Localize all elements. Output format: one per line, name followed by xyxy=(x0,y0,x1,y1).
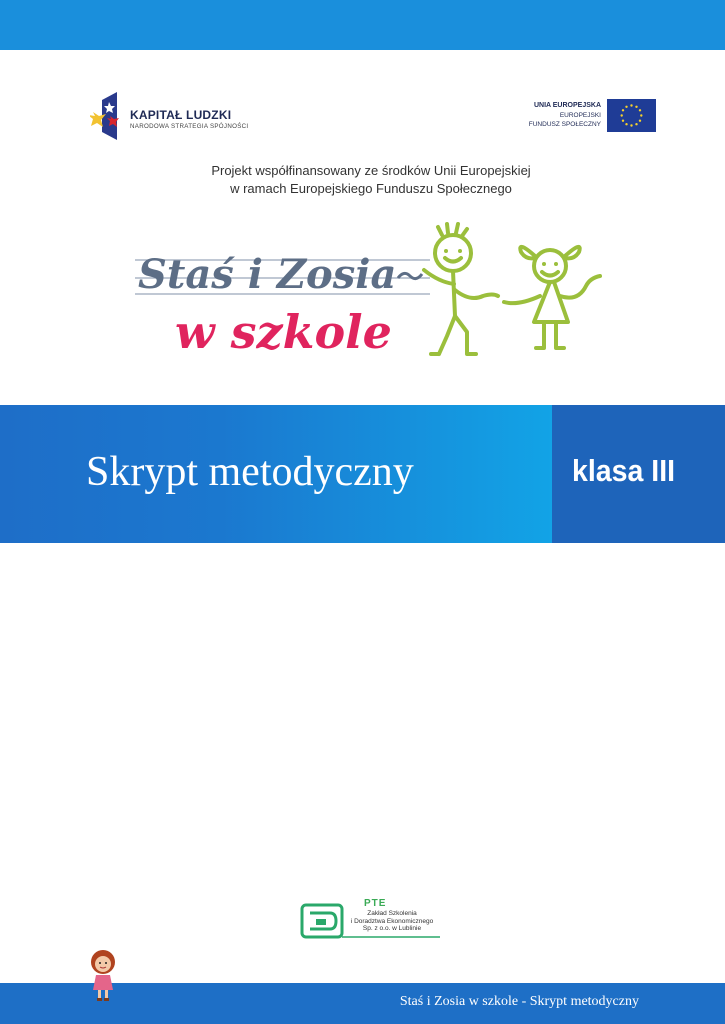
class-label: klasa III xyxy=(572,453,676,488)
girl-eyes xyxy=(542,262,558,266)
pte-line-1: Zakład Szkolenia xyxy=(367,910,417,917)
kapital-ludzki-subtitle: NARODOWA STRATEGIA SPÓJNOŚCI xyxy=(130,123,249,130)
pte-line-2: i Doradztwa Ekonomicznego xyxy=(350,917,434,925)
eu-line-2: EUROPEJSKI xyxy=(559,112,601,119)
girl-figure xyxy=(504,247,600,348)
stas-i-zosia-logo xyxy=(130,218,610,363)
eu-line-1: UNIA EUROPEJSKA xyxy=(533,102,601,109)
project-line-2: w ramach Europejskiego Funduszu Społecznego xyxy=(230,181,512,196)
eu-flag-icon xyxy=(607,99,656,132)
girl-mascot-icon xyxy=(84,948,122,1002)
pte-name: PTE xyxy=(364,898,387,909)
boy-eyes xyxy=(444,249,462,253)
project-funding-text xyxy=(0,162,725,198)
project-line-1: Projekt współfinansowany ze środków Unii Europejskiej xyxy=(211,163,531,178)
eu-line-3: FUNDUSZ SPOŁECZNY xyxy=(528,121,601,128)
document-title: Skrypt metodyczny xyxy=(86,449,414,495)
boy-figure xyxy=(424,224,498,354)
logo-line-2: w szkole xyxy=(175,305,392,359)
top-bar xyxy=(0,0,725,50)
eu-logo-text xyxy=(529,100,601,129)
pte-description xyxy=(342,910,442,933)
pte-line-3: Sp. z o.o. w Lublinie xyxy=(362,925,422,932)
kapital-ludzki-title: KAPITAŁ LUDZKI xyxy=(130,108,232,122)
footer-text: Staś i Zosia w szkole - Skrypt metodyczny xyxy=(399,994,639,1009)
logo-line-1: Staś i Zosia xyxy=(138,251,397,298)
